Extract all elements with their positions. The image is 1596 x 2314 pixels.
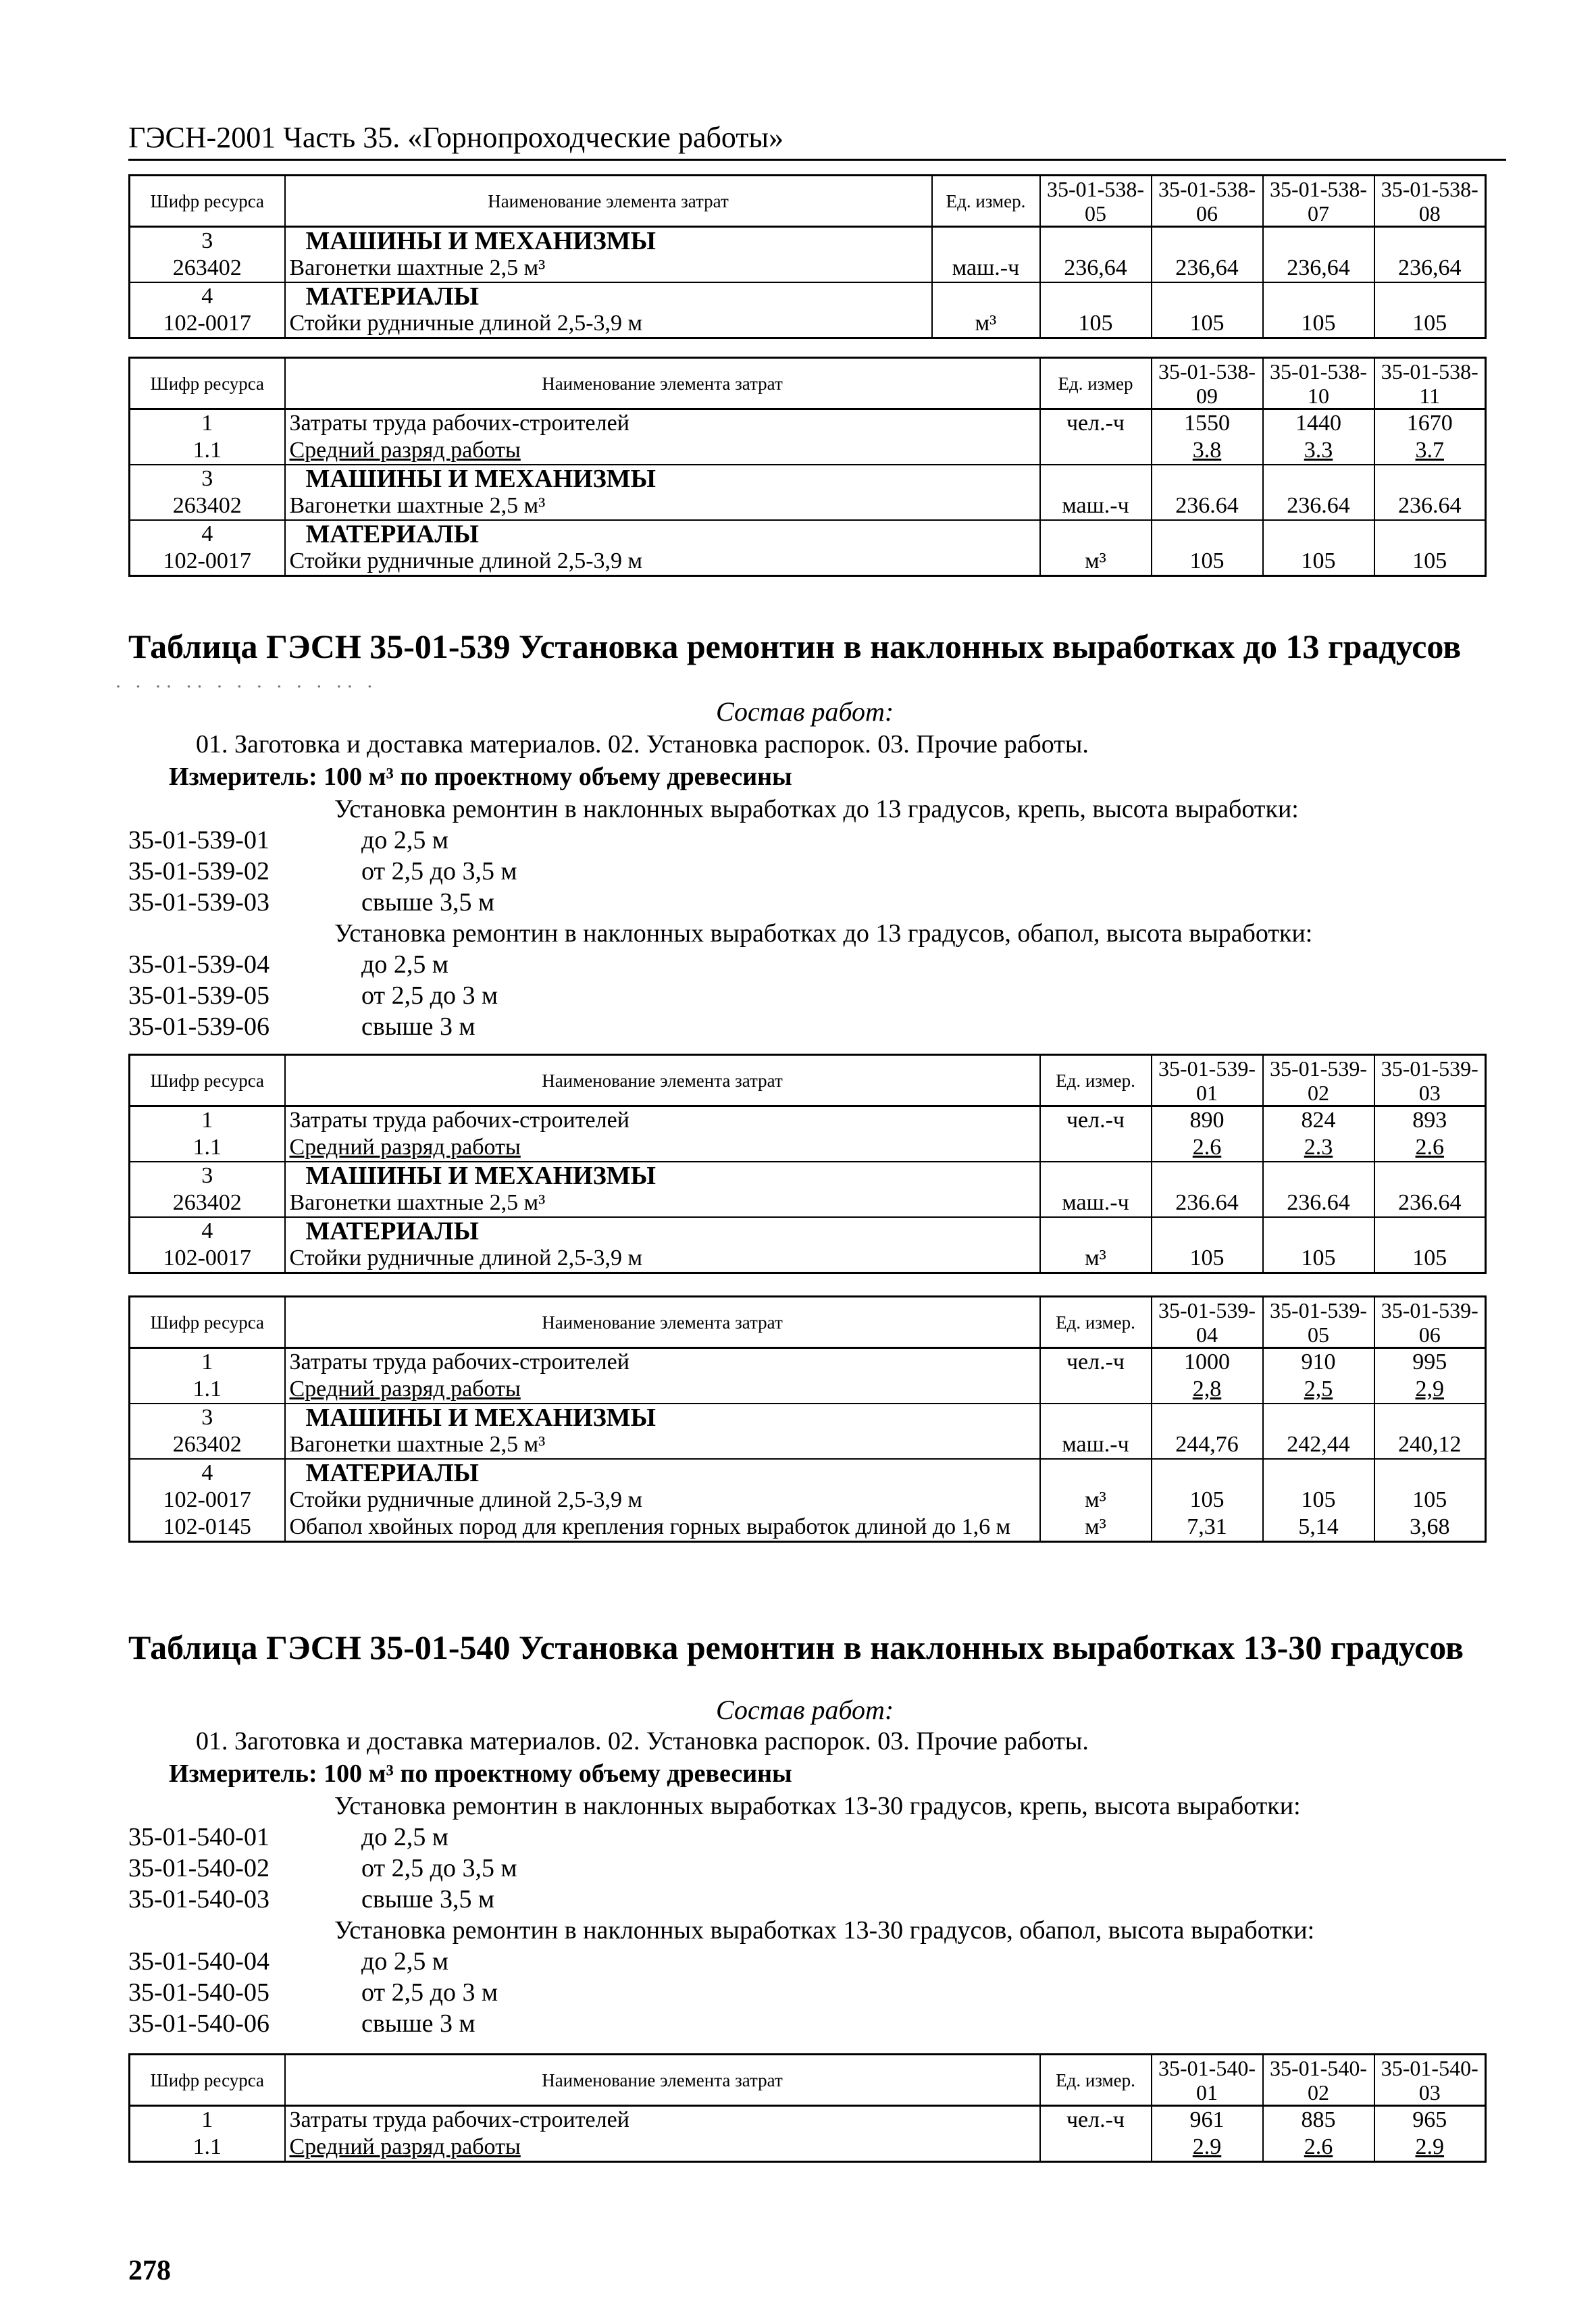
col-header-norm: 35-01-538-08 — [1374, 176, 1486, 227]
norm-value: 1550 — [1152, 409, 1263, 438]
resource-code: 263402 — [130, 492, 285, 520]
unit-of-measure — [1040, 2134, 1152, 2162]
norm-value: 1440 — [1263, 409, 1374, 438]
table-row — [130, 1348, 1486, 1377]
norm-value — [1152, 1162, 1263, 1189]
norm-value: 105 — [1374, 310, 1486, 338]
norm-value — [1152, 465, 1263, 492]
section-heading: МАТЕРИАЛЫ — [285, 1459, 1040, 1487]
work-composition-label: Состав работ: — [716, 696, 894, 727]
resource-name: Вагонетки шахтные 2,5 м³ — [285, 1431, 1040, 1459]
norm-value — [1263, 1162, 1374, 1189]
norm-value — [1152, 227, 1263, 255]
table-row — [130, 1514, 1486, 1542]
section-heading: МАШИНЫ И МЕХАНИЗМЫ — [285, 1162, 1040, 1189]
norm-code: 35-01-540-01 — [128, 1823, 269, 1851]
table-539-title: Таблица ГЭСН 35-01-539 Установка ремонтин в наклонных выработках до 13 градусов — [128, 627, 1462, 665]
resource-name: Средний разряд работы — [285, 1134, 1040, 1162]
resource-name: Вагонетки шахтные 2,5 м³ — [285, 255, 932, 282]
norm-value: 105 — [1263, 310, 1374, 338]
resource-code: 3 — [130, 1162, 285, 1189]
resource-code: 1 — [130, 1348, 285, 1377]
norm-value: 236.64 — [1263, 492, 1374, 520]
section-heading: МАШИНЫ И МЕХАНИЗМЫ — [285, 227, 932, 255]
unit-of-measure: м³ — [1040, 548, 1152, 576]
table-row — [130, 227, 1486, 255]
section-heading: МАТЕРИАЛЫ — [285, 520, 1040, 548]
norm-value: 105 — [1263, 548, 1374, 576]
table-row — [130, 520, 1486, 548]
work-composition-text: 01. Заготовка и доставка материалов. 02. Установка распорок. 03. Прочие работы. — [196, 730, 1089, 759]
norm-value: 236.64 — [1263, 1189, 1374, 1217]
table-row — [130, 492, 1486, 520]
norm-value: 7,31 — [1152, 1514, 1263, 1542]
group-heading: Установка ремонтин в наклонных выработках до 13 градусов, обапол, высота выработки: — [334, 919, 1313, 948]
norm-desc: от 2,5 до 3 м — [361, 1978, 498, 2007]
norm-value — [1374, 1162, 1486, 1189]
norm-value: 105 — [1152, 310, 1263, 338]
norm-value: 105 — [1374, 1245, 1486, 1273]
section-heading: МАШИНЫ И МЕХАНИЗМЫ — [285, 1404, 1040, 1431]
unit-of-measure — [1040, 1404, 1152, 1431]
norm-desc: до 2,5 м — [361, 1947, 448, 1976]
unit-of-measure — [1040, 520, 1152, 548]
col-header-norm: 35-01-539-02 — [1263, 1055, 1374, 1106]
norm-code: 35-01-540-06 — [128, 2009, 269, 2038]
unit-of-measure — [932, 227, 1040, 255]
norm-value: 961 — [1152, 2106, 1263, 2134]
resource-code: 1.1 — [130, 437, 285, 465]
resource-table-540-01-03 — [128, 2053, 1487, 2163]
resource-name: Вагонетки шахтные 2,5 м³ — [285, 492, 1040, 520]
norm-value: 2.3 — [1263, 1134, 1374, 1162]
unit-of-measure: маш.-ч — [1040, 1431, 1152, 1459]
table-row — [130, 310, 1486, 338]
table-row — [130, 255, 1486, 282]
resource-code: 1.1 — [130, 1134, 285, 1162]
unit-of-measure: маш.-ч — [1040, 492, 1152, 520]
norm-value: 236.64 — [1152, 1189, 1263, 1217]
resource-code: 1 — [130, 1106, 285, 1135]
norm-value: 105 — [1263, 1245, 1374, 1273]
norm-value — [1152, 282, 1263, 310]
resource-table-538-05-08 — [128, 174, 1487, 339]
col-header-norm: 35-01-538-09 — [1152, 358, 1263, 409]
resource-name: Стойки рудничные длиной 2,5-3,9 м — [285, 1487, 1040, 1514]
norm-desc: свыше 3,5 м — [361, 1885, 495, 1913]
norm-code: 35-01-540-04 — [128, 1947, 269, 1976]
unit-of-measure: чел.-ч — [1040, 1348, 1152, 1377]
col-header-code: Шифр ресурса — [130, 1297, 285, 1348]
norm-value — [1374, 1404, 1486, 1431]
resource-code: 3 — [130, 1404, 285, 1431]
table-row — [130, 1404, 1486, 1431]
running-header: ГЭСН-2001 Часть 35. «Горнопроходческие работы» — [128, 120, 1506, 161]
table-row — [130, 1189, 1486, 1217]
norm-code: 35-01-539-03 — [128, 888, 269, 917]
col-header-name: Наименование элемента затрат — [285, 1297, 1040, 1348]
table-row — [130, 2134, 1486, 2162]
norm-value — [1263, 1459, 1374, 1487]
unit-of-measure: чел.-ч — [1040, 2106, 1152, 2134]
page-number: 278 — [128, 2255, 171, 2286]
resource-name: Обапол хвойных пород для крепления горных выработок длиной до 1,6 м — [285, 1514, 1040, 1542]
unit-of-measure: чел.-ч — [1040, 1106, 1152, 1135]
norm-value — [1263, 1404, 1374, 1431]
resource-table-539-01-03 — [128, 1054, 1487, 1274]
col-header-norm: 35-01-539-03 — [1374, 1055, 1486, 1106]
norm-value — [1040, 282, 1152, 310]
unit-of-measure: маш.-ч — [932, 255, 1040, 282]
table-row — [130, 1106, 1486, 1135]
col-header-code: Шифр ресурса — [130, 358, 285, 409]
resource-code: 1.1 — [130, 2134, 285, 2162]
norm-value: 965 — [1374, 2106, 1486, 2134]
norm-desc: свыше 3,5 м — [361, 888, 495, 917]
norm-value: 236,64 — [1040, 255, 1152, 282]
table-row — [130, 409, 1486, 438]
norm-value: 3,68 — [1374, 1514, 1486, 1542]
col-header-code: Шифр ресурса — [130, 176, 285, 227]
col-header-norm: 35-01-538-10 — [1263, 358, 1374, 409]
table-row — [130, 465, 1486, 492]
norm-code: 35-01-540-03 — [128, 1885, 269, 1913]
table-row — [130, 437, 1486, 465]
norm-value: 105 — [1152, 1487, 1263, 1514]
resource-code: 1.1 — [130, 1376, 285, 1404]
resource-name: Затраты труда рабочих-строителей — [285, 409, 1040, 438]
resource-name: Затраты труда рабочих-строителей — [285, 1106, 1040, 1135]
unit-of-measure: чел.-ч — [1040, 409, 1152, 438]
norm-value: 995 — [1374, 1348, 1486, 1377]
norm-value: 236.64 — [1374, 492, 1486, 520]
col-header-unit: Ед. измер. — [932, 176, 1040, 227]
resource-code: 102-0145 — [130, 1514, 285, 1542]
unit-of-measure — [1040, 437, 1152, 465]
section-heading: МАТЕРИАЛЫ — [285, 1217, 1040, 1245]
section-heading: МАШИНЫ И МЕХАНИЗМЫ — [285, 465, 1040, 492]
norm-value: 236.64 — [1152, 492, 1263, 520]
norm-value — [1040, 227, 1152, 255]
scan-noise: · · ·· ·· · · · · · · ·· · — [115, 675, 378, 698]
norm-value: 1000 — [1152, 1348, 1263, 1377]
measure-unit: Измеритель: 100 м³ по проектному объему древесины — [169, 763, 792, 791]
norm-value — [1263, 520, 1374, 548]
table-row — [130, 1162, 1486, 1189]
norm-value — [1374, 520, 1486, 548]
norm-value: 885 — [1263, 2106, 1374, 2134]
col-header-unit: Ед. измер — [1040, 358, 1152, 409]
norm-value: 236,64 — [1263, 255, 1374, 282]
norm-code: 35-01-539-06 — [128, 1012, 269, 1041]
norm-value: 910 — [1263, 1348, 1374, 1377]
norm-value: 890 — [1152, 1106, 1263, 1135]
col-header-name: Наименование элемента затрат — [285, 176, 932, 227]
unit-of-measure: маш.-ч — [1040, 1189, 1152, 1217]
resource-code: 263402 — [130, 1189, 285, 1217]
table-row — [130, 282, 1486, 310]
norm-value: 2.9 — [1152, 2134, 1263, 2162]
table-row — [130, 2106, 1486, 2134]
col-header-unit: Ед. измер. — [1040, 1055, 1152, 1106]
norm-value — [1374, 1217, 1486, 1245]
col-header-code: Шифр ресурса — [130, 2055, 285, 2106]
col-header-norm: 35-01-540-01 — [1152, 2055, 1263, 2106]
norm-value: 2,5 — [1263, 1376, 1374, 1404]
norm-desc: от 2,5 до 3,5 м — [361, 1854, 517, 1882]
unit-of-measure — [932, 282, 1040, 310]
norm-value: 2.6 — [1374, 1134, 1486, 1162]
norm-desc: от 2,5 до 3,5 м — [361, 857, 517, 885]
col-header-norm: 35-01-538-05 — [1040, 176, 1152, 227]
norm-value: 2.6 — [1152, 1134, 1263, 1162]
norm-value: 236,64 — [1152, 255, 1263, 282]
norm-value: 105 — [1263, 1487, 1374, 1514]
table-row — [130, 1487, 1486, 1514]
col-header-unit: Ед. измер. — [1040, 2055, 1152, 2106]
norm-value: 2.9 — [1374, 2134, 1486, 2162]
unit-of-measure — [1040, 1134, 1152, 1162]
unit-of-measure — [1040, 1217, 1152, 1245]
col-header-norm: 35-01-538-07 — [1263, 176, 1374, 227]
norm-value: 105 — [1374, 1487, 1486, 1514]
norm-value — [1152, 1217, 1263, 1245]
col-header-norm: 35-01-539-06 — [1374, 1297, 1486, 1348]
unit-of-measure: м³ — [1040, 1487, 1152, 1514]
resource-name: Затраты труда рабочих-строителей — [285, 1348, 1040, 1377]
resource-code: 102-0017 — [130, 310, 285, 338]
norm-value: 105 — [1040, 310, 1152, 338]
norm-code: 35-01-540-05 — [128, 1978, 269, 2007]
resource-code: 3 — [130, 465, 285, 492]
norm-value: 105 — [1152, 1245, 1263, 1273]
norm-desc: свыше 3 м — [361, 2009, 475, 2038]
unit-of-measure — [1040, 1162, 1152, 1189]
norm-value: 236.64 — [1374, 1189, 1486, 1217]
norm-value — [1374, 1459, 1486, 1487]
resource-code: 4 — [130, 1217, 285, 1245]
norm-desc: до 2,5 м — [361, 826, 448, 854]
norm-value: 2,9 — [1374, 1376, 1486, 1404]
col-header-name: Наименование элемента затрат — [285, 2055, 1040, 2106]
resource-code: 3 — [130, 227, 285, 255]
col-header-norm: 35-01-539-01 — [1152, 1055, 1263, 1106]
table-row — [130, 1376, 1486, 1404]
resource-name: Затраты труда рабочих-строителей — [285, 2106, 1040, 2134]
norm-value: 3.8 — [1152, 437, 1263, 465]
norm-value — [1152, 1404, 1263, 1431]
unit-of-measure: м³ — [1040, 1514, 1152, 1542]
norm-value: 105 — [1374, 548, 1486, 576]
group-heading: Установка ремонтин в наклонных выработках 13-30 градусов, крепь, высота выработки: — [334, 1792, 1301, 1820]
col-header-name: Наименование элемента затрат — [285, 1055, 1040, 1106]
resource-code: 4 — [130, 520, 285, 548]
resource-name: Вагонетки шахтные 2,5 м³ — [285, 1189, 1040, 1217]
norm-value — [1152, 520, 1263, 548]
norm-value: 2.6 — [1263, 2134, 1374, 2162]
norm-value: 242,44 — [1263, 1431, 1374, 1459]
col-header-name: Наименование элемента затрат — [285, 358, 1040, 409]
unit-of-measure: м³ — [932, 310, 1040, 338]
table-row — [130, 1245, 1486, 1273]
norm-value: 824 — [1263, 1106, 1374, 1135]
norm-value — [1263, 282, 1374, 310]
unit-of-measure — [1040, 465, 1152, 492]
norm-code: 35-01-540-02 — [128, 1854, 269, 1882]
resource-code: 263402 — [130, 1431, 285, 1459]
table-540-title: Таблица ГЭСН 35-01-540 Установка ремонтин в наклонных выработках 13-30 градусов — [128, 1628, 1464, 1666]
section-heading: МАТЕРИАЛЫ — [285, 282, 932, 310]
resource-name: Средний разряд работы — [285, 437, 1040, 465]
norm-code: 35-01-539-01 — [128, 826, 269, 854]
norm-value: 5,14 — [1263, 1514, 1374, 1542]
norm-value: 240,12 — [1374, 1431, 1486, 1459]
norm-value — [1374, 465, 1486, 492]
unit-of-measure — [1040, 1376, 1152, 1404]
table-row — [130, 1459, 1486, 1487]
resource-table-539-04-06 — [128, 1295, 1487, 1543]
resource-code: 102-0017 — [130, 1245, 285, 1273]
norm-value: 236,64 — [1374, 255, 1486, 282]
norm-desc: до 2,5 м — [361, 1823, 448, 1851]
col-header-norm: 35-01-539-05 — [1263, 1297, 1374, 1348]
table-row — [130, 1134, 1486, 1162]
resource-code: 1 — [130, 2106, 285, 2134]
norm-value — [1374, 282, 1486, 310]
norm-code: 35-01-539-04 — [128, 950, 269, 979]
group-heading: Установка ремонтин в наклонных выработках 13-30 градусов, обапол, высота выработки: — [334, 1916, 1315, 1945]
resource-name: Средний разряд работы — [285, 2134, 1040, 2162]
norm-value: 3.3 — [1263, 437, 1374, 465]
resource-code: 102-0017 — [130, 548, 285, 576]
table-row — [130, 548, 1486, 576]
col-header-norm: 35-01-538-06 — [1152, 176, 1263, 227]
resource-name: Средний разряд работы — [285, 1376, 1040, 1404]
col-header-norm: 35-01-540-03 — [1374, 2055, 1486, 2106]
norm-desc: свыше 3 м — [361, 1012, 475, 1041]
resource-code: 4 — [130, 1459, 285, 1487]
norm-code: 35-01-539-02 — [128, 857, 269, 885]
norm-value: 1670 — [1374, 409, 1486, 438]
col-header-code: Шифр ресурса — [130, 1055, 285, 1106]
table-row — [130, 1217, 1486, 1245]
unit-of-measure: м³ — [1040, 1245, 1152, 1273]
norm-code: 35-01-539-05 — [128, 981, 269, 1010]
resource-table-538-09-11 — [128, 357, 1487, 577]
norm-desc: до 2,5 м — [361, 950, 448, 979]
resource-name: Стойки рудничные длиной 2,5-3,9 м — [285, 1245, 1040, 1273]
norm-value: 3.7 — [1374, 437, 1486, 465]
norm-value: 2,8 — [1152, 1376, 1263, 1404]
unit-of-measure — [1040, 1459, 1152, 1487]
table-row — [130, 1431, 1486, 1459]
norm-value: 105 — [1152, 548, 1263, 576]
resource-name: Стойки рудничные длиной 2,5-3,9 м — [285, 548, 1040, 576]
norm-value — [1374, 227, 1486, 255]
col-header-norm: 35-01-539-04 — [1152, 1297, 1263, 1348]
norm-value — [1263, 1217, 1374, 1245]
group-heading: Установка ремонтин в наклонных выработках до 13 градусов, крепь, высота выработки: — [334, 795, 1299, 823]
col-header-norm: 35-01-538-11 — [1374, 358, 1486, 409]
resource-code: 4 — [130, 282, 285, 310]
norm-value: 244,76 — [1152, 1431, 1263, 1459]
resource-code: 102-0017 — [130, 1487, 285, 1514]
measure-unit: Измеритель: 100 м³ по проектному объему древесины — [169, 1759, 792, 1788]
resource-code: 263402 — [130, 255, 285, 282]
norm-value — [1263, 465, 1374, 492]
work-composition-text: 01. Заготовка и доставка материалов. 02. Установка распорок. 03. Прочие работы. — [196, 1727, 1089, 1755]
resource-code: 1 — [130, 409, 285, 438]
norm-value — [1152, 1459, 1263, 1487]
resource-name: Стойки рудничные длиной 2,5-3,9 м — [285, 310, 932, 338]
norm-value — [1263, 227, 1374, 255]
norm-desc: от 2,5 до 3 м — [361, 981, 498, 1010]
col-header-unit: Ед. измер. — [1040, 1297, 1152, 1348]
col-header-norm: 35-01-540-02 — [1263, 2055, 1374, 2106]
norm-value: 893 — [1374, 1106, 1486, 1135]
work-composition-label: Состав работ: — [716, 1695, 894, 1725]
